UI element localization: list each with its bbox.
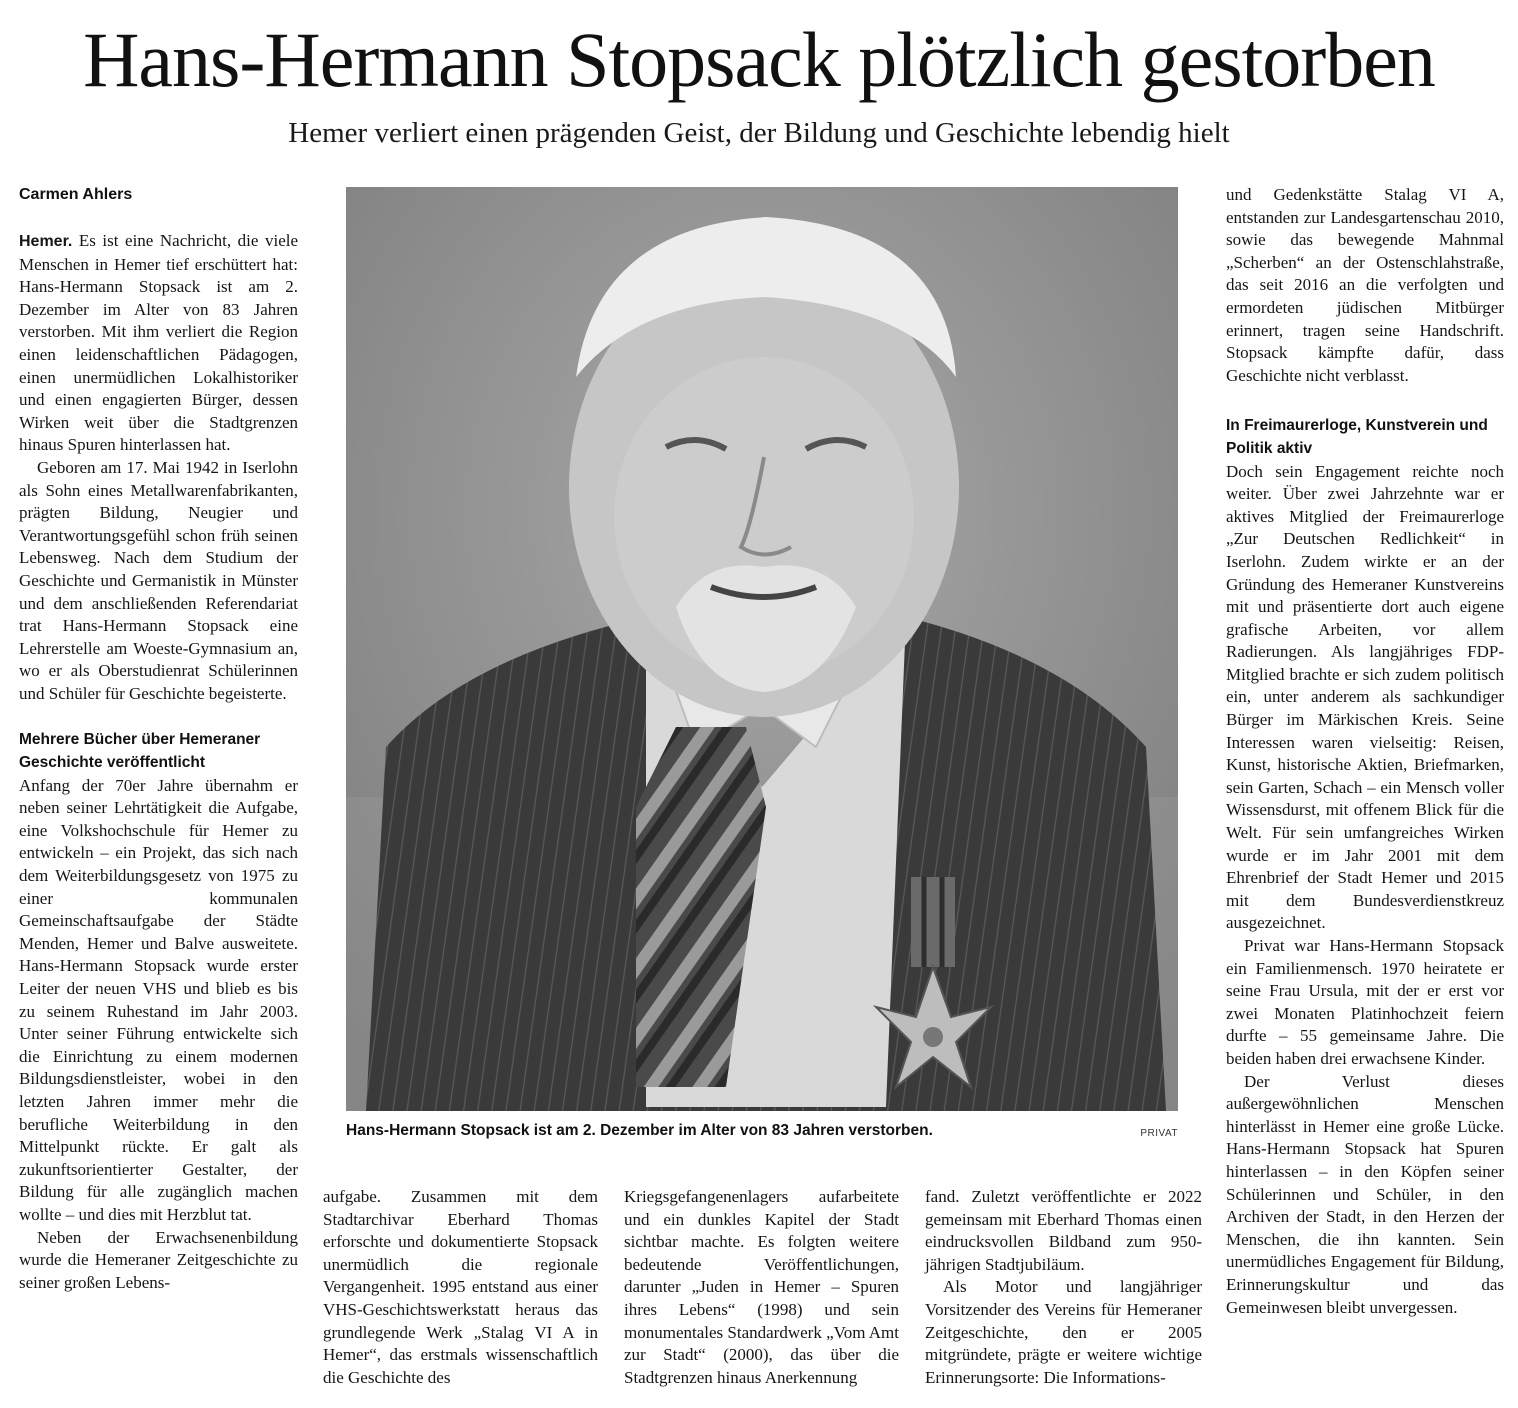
paragraph: Der Verlust dieses außergewöhnlichen Menschen hinterlässt in Hemer eine große Lücke. Hans-Hermann Stopsack hat Spuren hinterlassen – in den Köpfen seiner Schülerinnen und Schüler, in den Archiven der Stadt, in den Herzen der Menschen, die ihn kannten. Sein unermüdliches Engagement für Bildung, Erinnerungskultur und das Gemeinwesen bleibt unvergessen. — [1226, 1071, 1504, 1317]
subheadline: Hemer verliert einen prägenden Geist, der Bildung und Geschichte lebendig hielt — [288, 117, 1230, 149]
paragraph: Kriegsgefangenenlagers aufarbeitete und ein dunkles Kapitel der Stadt sichtbar machte. Es folgten weitere bedeutende Veröffentlichungen, darunter „Juden in Hemer – Spuren ihres Lebens“ (1998) und sein monumentales Standardwerk „Vom Amt zur Stadt“ (2000), das über die Stadtgrenzen hinaus Anerkennung — [624, 1187, 899, 1387]
portrait-photo — [346, 187, 1178, 1111]
photo-credit: PRIVAT — [1140, 1128, 1178, 1139]
paragraph: Als Motor und langjähriger Vorsitzender des Vereins für Hemeraner Zeitgeschichte, den er 2005 mitgründete, prägte er weitere wichtige Erinnerungsorte: Die Informations- — [925, 1277, 1202, 1387]
article-column-4 — [925, 1186, 1202, 1389]
section-subhead: In Freimaurerloge, Kunstverein und Politik aktiv — [1226, 417, 1488, 457]
paragraph: Geboren am 17. Mai 1942 in Iserlohn als Sohn eines Metallwarenfabrikanten, prägten Bildung, Neugier und Verantwortungsgefühl schon früh seinen Lebensweg. Nach dem Studium der Geschichte und Germanistik in Münster und dem anschließenden Referendariat trat Hans-Hermann Stopsack eine Lehrerstelle am Woeste-Gymnasium an, wo er als Oberstudienrat Schülerinnen und Schüler für Geschichte begeisterte. — [19, 457, 298, 703]
author-byline: Carmen Ahlers — [19, 186, 133, 203]
paragraph — [19, 230, 298, 457]
paragraph: aufgabe. Zusammen mit dem Stadtarchivar Eberhard Thomas erforschte und dokumentierte Stopsack unermüdlich die regionale Vergangenheit. 1995 entstand aus einer VHS-Geschichtswerkstatt heraus das grundlegende Werk „Stalag VI A in Hemer“, das erstmals wissenschaftlich die Geschichte des — [323, 1187, 598, 1387]
headline: Hans-Hermann Stopsack plötzlich gestorben — [83, 16, 1435, 103]
paragraph: fand. Zuletzt veröffentlichte er 2022 gemeinsam mit Eberhard Thomas einen eindrucksvollen Bildband zum 950-jährigen Stadtjubiläum. — [925, 1187, 1202, 1274]
paragraph: Privat war Hans-Hermann Stopsack ein Familienmensch. 1970 heiratete er seine Frau Ursula, mit der er erst vor zwei Monaten Platinhochzeit feiern durfte – 55 gemeinsame Jahre. Die beiden haben drei erwachsene Kinder. — [1226, 936, 1504, 1068]
article-column-3 — [624, 1186, 899, 1389]
paragraph: Neben der Erwachsenenbildung wurde die Hemeraner Zeitgeschichte zu seiner großen Lebens- — [19, 1227, 298, 1292]
article-column-5 — [1226, 184, 1504, 1319]
paragraph: Doch sein Engagement reichte noch weiter. Über zwei Jahrzehnte war er aktives Mitglied der Freimaurerloge „Zur Deutschen Redlichkeit“ in Iserlohn. Zudem wirkte er an der Gründung des Hemeraner Kunstvereins mit und präsentierte dort auch eigene grafische Arbeiten, vor allem Radierungen. Als langjähriges FDP-Mitglied brachte er sich zudem politisch ein, unter anderem als sachkundiger Bürger im Märkischen Kreis. Seine Interessen waren vielseitig: Reisen, Kunst, historische Aktien, Briefmarken, sein Garten, Schach – ein Mensch voller Wissensdurst, mit offenem Blick für die Welt. Für sein umfangreiches Wirken wurde er im Jahr 2001 mit dem Ehrenbrief der Stadt Hemer und 2015 mit dem Bundesverdienstkreuz ausgezeichnet. — [1226, 461, 1504, 933]
paragraph-text: Es ist eine Nachricht, die viele Menschen in Hemer tief erschüttert hat: Hans-Hermann Stopsack ist am 2. Dezember im Alter von 83 Jahren verstorben. Mit ihm verliert die Region einen leidenschaftlichen Pädagogen, einen unermüdlichen Lokalhistoriker und einen engagierten Bürger, dessen Wirken weit über die Stadtgrenzen hinaus Spuren hinterlassen hat. — [19, 231, 299, 455]
paragraph: Anfang der 70er Jahre übernahm er neben seiner Lehrtätigkeit die Aufgabe, eine Volkshochschule für Hemer zu entwickeln – ein Projekt, das sich nach dem Weiterbildungsgesetz von 1975 zu einer kommunalen Gemeinschaftsaufgabe der Städte Menden, Hemer und Balve ausweitete. Hans-Hermann Stopsack wurde erster Leiter der neuen VHS und blieb es bis zu seinem Ruhestand im Jahr 2003. Unter seiner Führung entwickelte sich die Einrichtung zu einem modernen Bildungsdienstleister, wobei in den letzten Jahren immer mehr die berufliche Weiterbildung in den Mittelpunkt rückte. Er galt als zukunftsorientierter Gestalter, der Bildung für alle zugänglich machen wollte – und dies mit Herzblut tat. — [19, 775, 298, 1224]
dateline: Hemer. — [19, 233, 73, 250]
section-subhead: Mehrere Bücher über Hemeraner Geschichte veröffentlicht — [19, 731, 261, 772]
paragraph: und Gedenkstätte Stalag VI A, entstanden zur Landesgartenschau 2010, sowie das bewegende Mahnmal „Scherben“ an der Ostenschlahstraße, das seit 2016 an die verfolgten und ermordeten jüdischen Mitbürger erinnert, tragen seine Handschrift. Stopsack kämpfte dafür, dass Geschichte nicht verblasst. — [1226, 185, 1504, 385]
article-column-2 — [323, 1186, 598, 1389]
photo-caption — [346, 1120, 1178, 1142]
article-column-1 — [19, 230, 298, 1294]
portrait-illustration — [346, 187, 1178, 1111]
caption-text: Hans-Hermann Stopsack ist am 2. Dezember im Alter von 83 Jahren verstorben. — [346, 1122, 933, 1139]
